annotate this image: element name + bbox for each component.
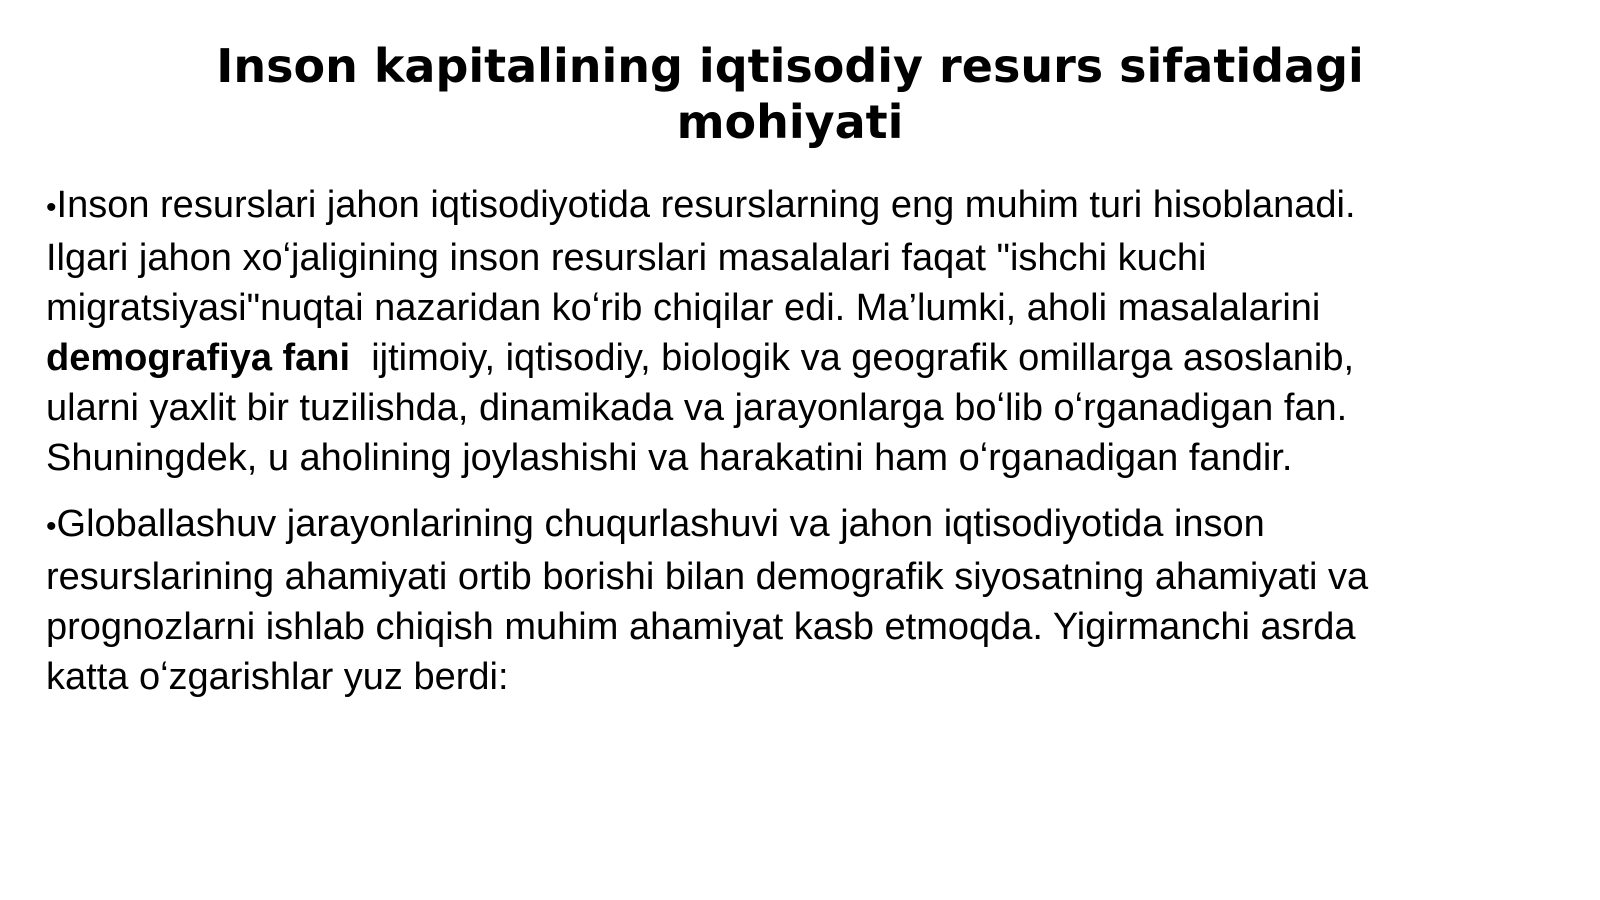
paragraph-1-line-6: Shuningdek, u aholining joylashishi va harakatini ham oʻrganadigan fandir.	[46, 437, 1293, 479]
paragraph-1-line-2: Ilgari jahon xoʻjaligining inson resurslari masalalari faqat "ishchi kuchi	[46, 237, 1207, 279]
bullet-paragraph-2	[46, 499, 1566, 702]
paragraph-2-line-2: resurslarining ahamiyati ortib borishi bilan demografik siyosatning ahamiyati va	[46, 556, 1369, 598]
bold-term-demografiya-fani: demografiya fani	[46, 337, 351, 379]
slide-title-line-1: Inson kapitalining iqtisodiy resurs sifatidagi	[216, 39, 1364, 93]
paragraph-1-line-4	[46, 333, 1566, 383]
bullet-icon: •	[46, 191, 57, 224]
paragraph-1-line-1-text: Inson resurslari jahon iqtisodiyotida resurslarning eng muhim turi hisoblanadi.	[56, 184, 1356, 226]
paragraph-2-line-4: katta oʻzgarishlar yuz berdi:	[46, 656, 509, 698]
paragraph-2-line-1-text: Globallashuv jarayonlarining chuqurlashuvi va jahon iqtisodiyotida inson	[56, 503, 1265, 545]
paragraph-1-line-3: migratsiyasi"nuqtai nazaridan koʻrib chiqilar edi. Ma’lumki, aholi masalalarini	[46, 287, 1321, 329]
paragraph-1-line-4-rest: ijtimoiy, iqtisodiy, biologik va geografik omillarga asoslanib,	[350, 337, 1355, 379]
paragraph-1-line-1	[46, 180, 1566, 233]
paragraph-2-line-1	[46, 499, 1566, 552]
bullet-icon: •	[46, 510, 57, 543]
slide-body	[46, 180, 1566, 718]
slide-title-line-2: mohiyati	[676, 95, 904, 149]
slide-title	[160, 38, 1420, 150]
paragraph-2-line-3: prognozlarni ishlab chiqish muhim ahamiyat kasb etmoqda. Yigirmanchi asrda	[46, 606, 1356, 648]
bullet-paragraph-1	[46, 180, 1566, 483]
paragraph-1-line-5: ularni yaxlit bir tuzilishda, dinamikada va jarayonlarga boʻlib oʻrganadigan fan.	[46, 387, 1348, 429]
